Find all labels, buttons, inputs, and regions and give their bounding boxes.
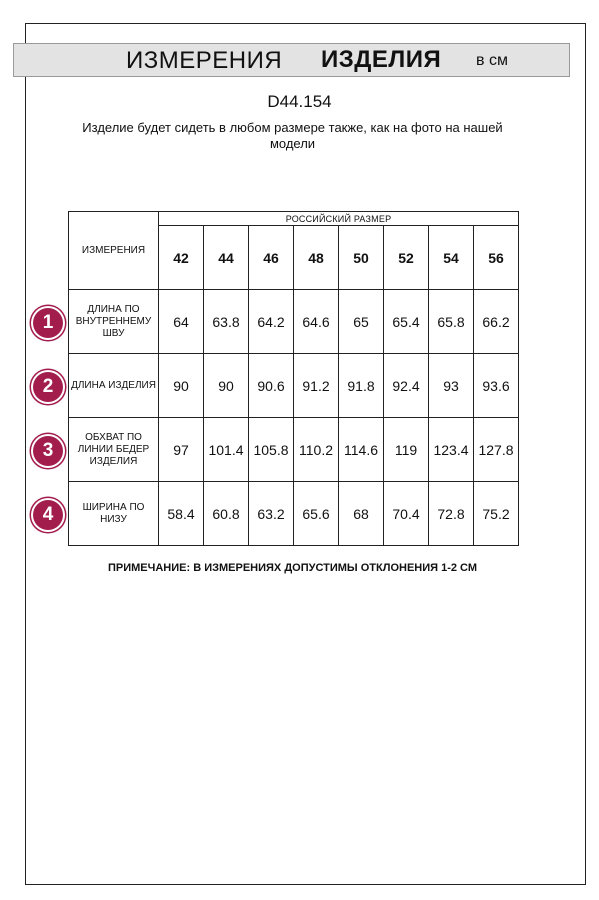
table-cell: 70.4 xyxy=(384,482,429,546)
table-cell: 60.8 xyxy=(204,482,249,546)
size-header-cell: 50 xyxy=(339,226,384,290)
title-product: ИЗДЕЛИЯ xyxy=(321,46,442,73)
table-cell: 65.6 xyxy=(294,482,339,546)
table-cell: 101.4 xyxy=(204,418,249,482)
table-cell: 64 xyxy=(159,290,204,354)
table-cell: 119 xyxy=(384,418,429,482)
table-cell: 110.2 xyxy=(294,418,339,482)
size-header-cell: 42 xyxy=(159,226,204,290)
table-cell: 68 xyxy=(339,482,384,546)
table-cell: 105.8 xyxy=(249,418,294,482)
table-row xyxy=(69,354,519,418)
size-header-cell: 48 xyxy=(294,226,339,290)
table-cell: 65.4 xyxy=(384,290,429,354)
table-cell: 127.8 xyxy=(474,418,519,482)
fit-note: Изделие будет сидеть в любом размере также, как на фото на нашей модели xyxy=(82,120,503,151)
table-cell: 75.2 xyxy=(474,482,519,546)
table-cell: 65.8 xyxy=(429,290,474,354)
size-header-cell: 46 xyxy=(249,226,294,290)
table-cell: 91.2 xyxy=(294,354,339,418)
row-label: ДЛИНА ПО ВНУТРЕННЕМУ ШВУ xyxy=(69,290,159,354)
table-cell: 90 xyxy=(159,354,204,418)
size-header-cell: 52 xyxy=(384,226,429,290)
table-cell: 114.6 xyxy=(339,418,384,482)
size-header-cell: 44 xyxy=(204,226,249,290)
row-number-badge: 4 xyxy=(33,500,63,530)
table-cell: 65 xyxy=(339,290,384,354)
russian-size-header: РОССИЙСКИЙ РАЗМЕР xyxy=(159,212,519,226)
row-label: ДЛИНА ИЗДЕЛИЯ xyxy=(69,354,159,418)
table-cell: 64.6 xyxy=(294,290,339,354)
title-bar xyxy=(13,43,570,77)
table-cell: 72.8 xyxy=(429,482,474,546)
product-code: D44.154 xyxy=(267,92,332,111)
size-header-cell: 54 xyxy=(429,226,474,290)
row-label: ШИРИНА ПО НИЗУ xyxy=(69,482,159,546)
table-row xyxy=(69,482,519,546)
measurements-header: ИЗМЕРЕНИЯ xyxy=(69,212,159,290)
tolerance-note: ПРИМЕЧАНИЕ: В ИЗМЕРЕНИЯХ ДОПУСТИМЫ ОТКЛОНЕНИЯ 1-2 СМ xyxy=(107,562,478,574)
table-cell: 97 xyxy=(159,418,204,482)
row-label: ОБХВАТ ПО ЛИНИИ БЕДЕР ИЗДЕЛИЯ xyxy=(69,418,159,482)
table-cell: 63.8 xyxy=(204,290,249,354)
table-cell: 66.2 xyxy=(474,290,519,354)
table-row xyxy=(69,418,519,482)
row-number-badge: 2 xyxy=(33,372,63,402)
title-measurements: ИЗМЕРЕНИЯ xyxy=(126,47,283,74)
table-cell: 63.2 xyxy=(249,482,294,546)
table-cell: 90.6 xyxy=(249,354,294,418)
table-cell: 91.8 xyxy=(339,354,384,418)
table-cell: 92.4 xyxy=(384,354,429,418)
table-row xyxy=(69,290,519,354)
table-cell: 58.4 xyxy=(159,482,204,546)
table-cell: 93 xyxy=(429,354,474,418)
table-cell: 64.2 xyxy=(249,290,294,354)
table-cell: 93.6 xyxy=(474,354,519,418)
row-number-badge: 3 xyxy=(33,436,63,466)
title-unit: в см xyxy=(476,52,508,69)
table-cell: 123.4 xyxy=(429,418,474,482)
size-header-cell: 56 xyxy=(474,226,519,290)
table-cell: 90 xyxy=(204,354,249,418)
row-number-badge: 1 xyxy=(33,308,63,338)
size-table xyxy=(68,211,519,546)
